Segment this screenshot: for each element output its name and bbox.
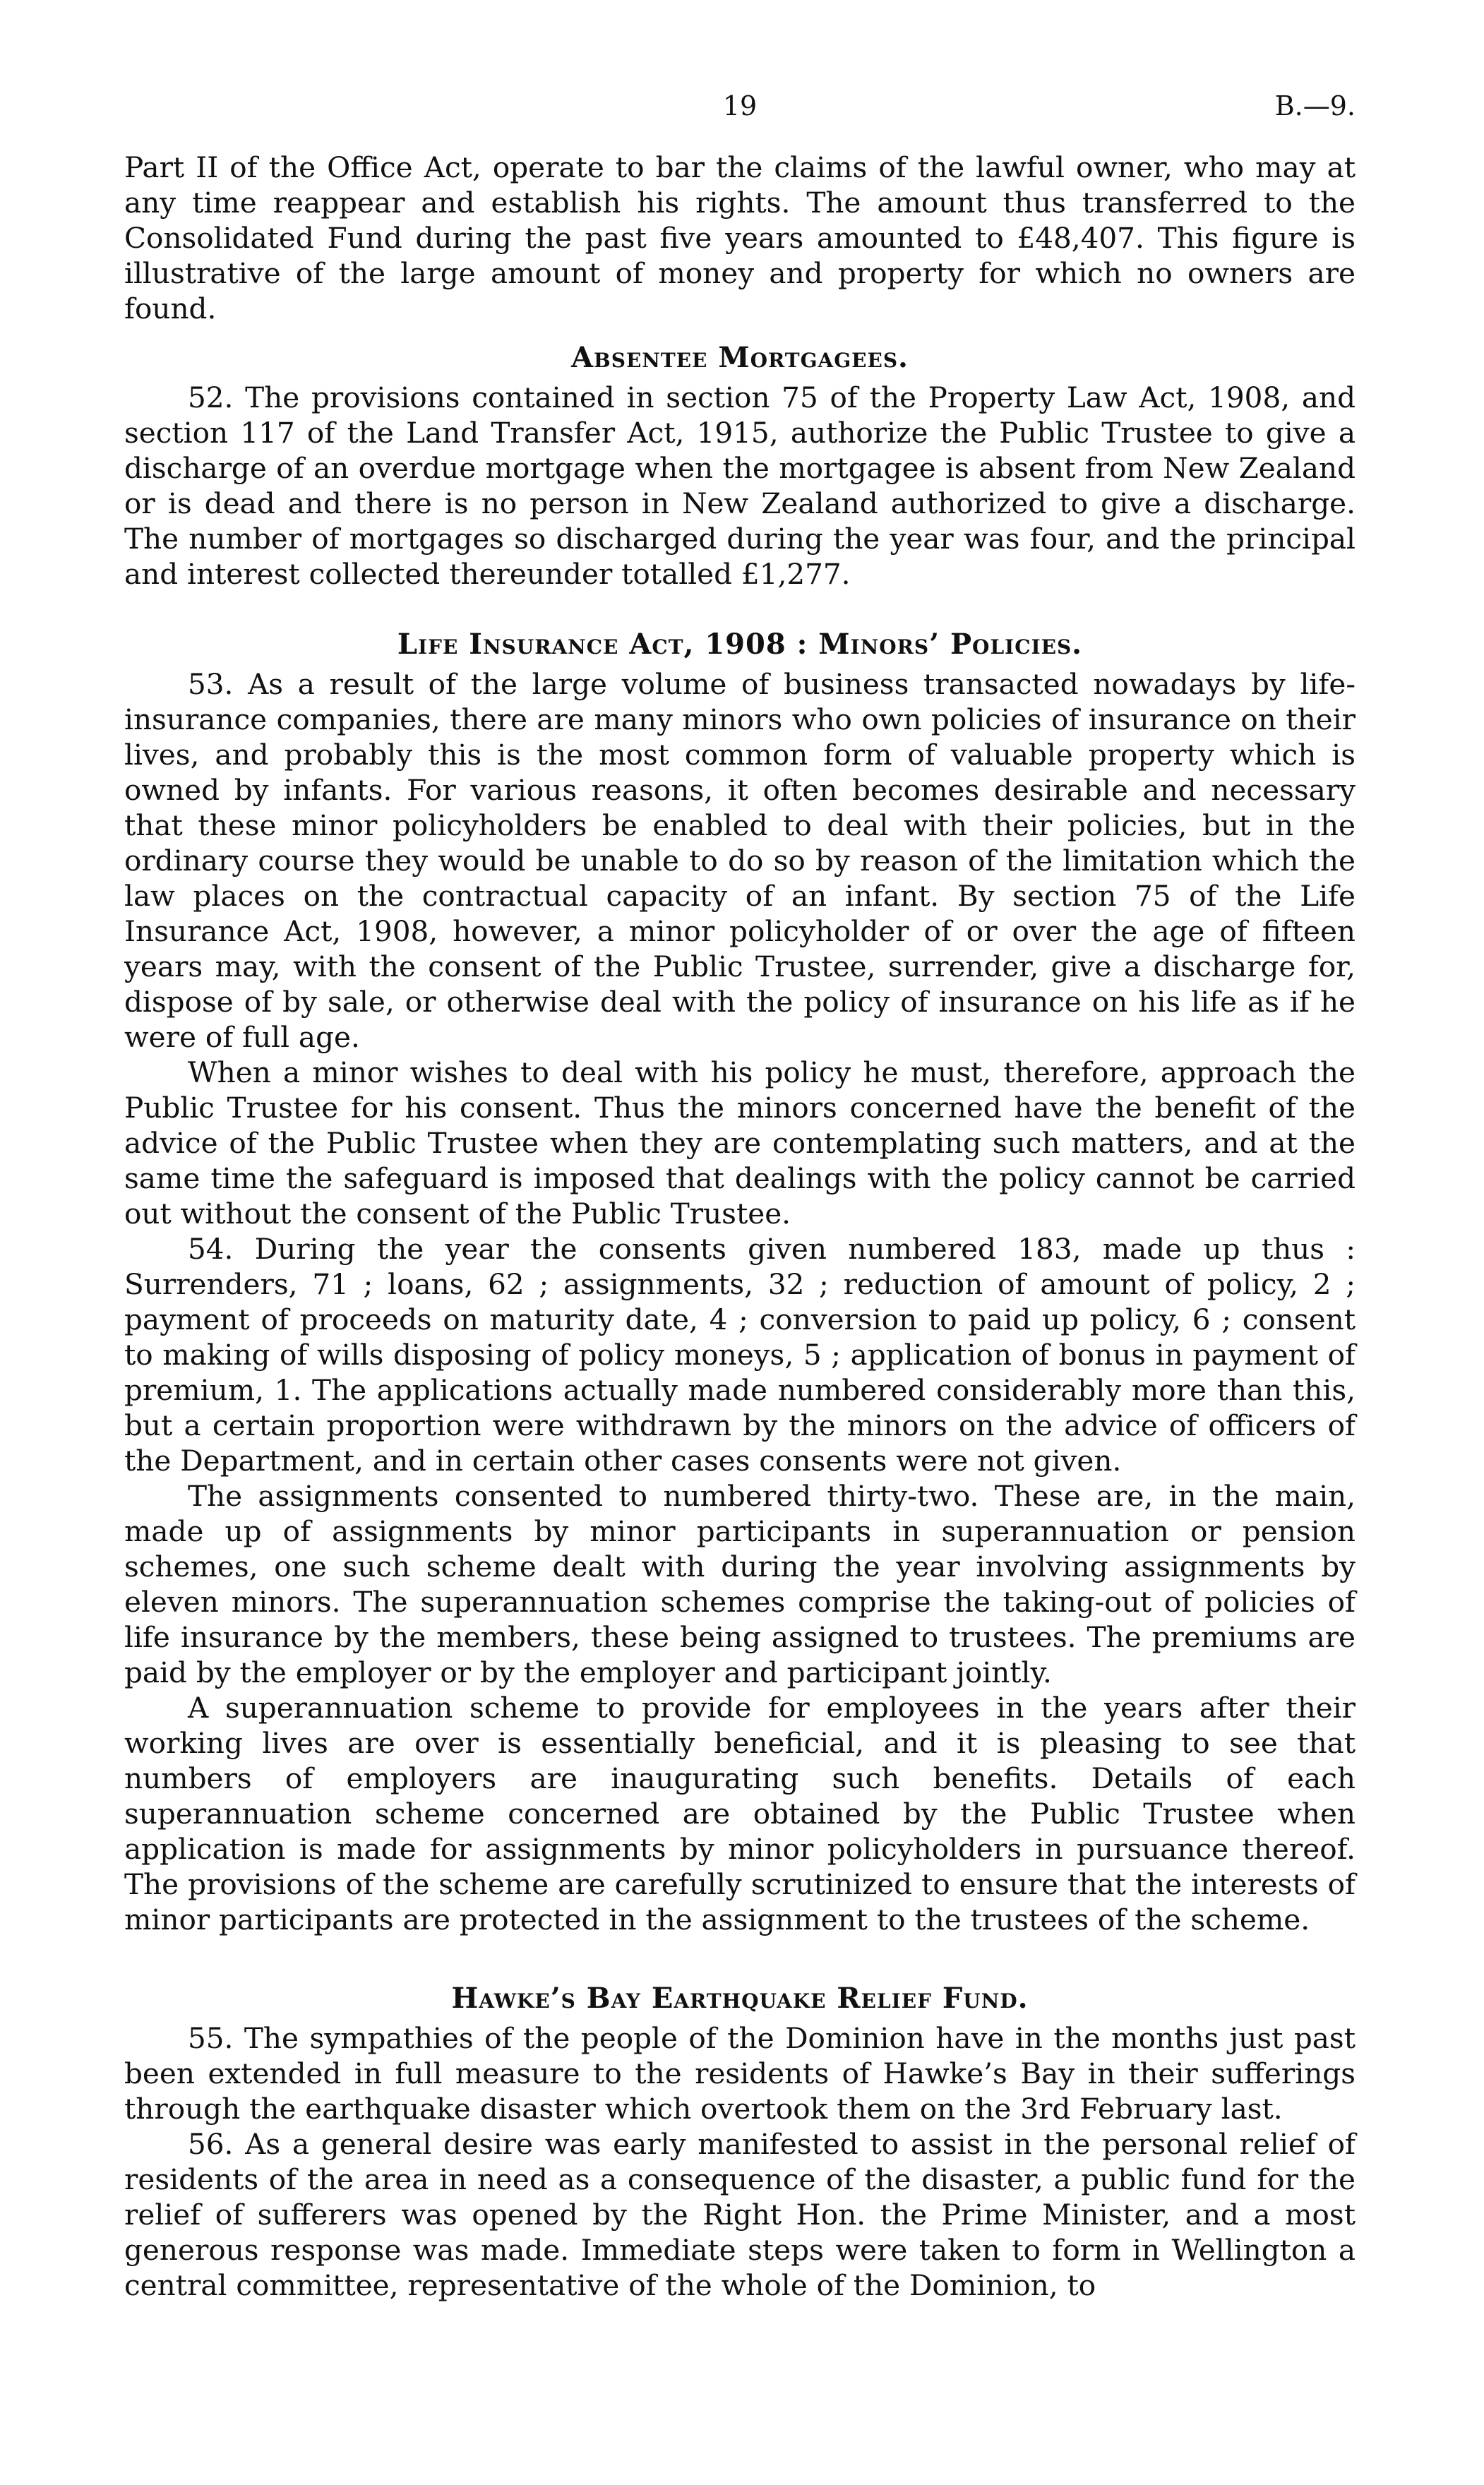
heading-life-insurance-act: Life Insurance Act, 1908 : Minors’ Policies. <box>397 628 1083 661</box>
paragraph-55: 55. The sympathies of the people of the Dominion have in the months just past been extended in full measure to the residents of Hawke’s Bay in their sufferings through the earthquake disaster which overtook them on the 3rd February last. <box>124 2021 1356 2126</box>
paragraph-54-superannuation: A superannuation scheme to provide for employees in the years after their working lives are over is essentially beneficial, and it is pleasing to see that numbers of employers are inaugurating such benefits. Details of each superannuation scheme concerned are obtained by the Public Trustee when application is made for assignments by minor policyholders in pursuance thereof. The provisions of the scheme are carefully scrutinized to ensure that the interests of minor participants are protected in the assignment to the trustees of the scheme. <box>124 1691 1356 1936</box>
paragraph-56: 56. As a general desire was early manifested to assist in the personal relief of residents of the area in need as a consequence of the disaster, a public fund for the relief of sufferers was opened by the Right Hon. the Prime Minister, and a most generous response was made. Immediate steps were taken to form in Wellington a central committee, representative of the whole of the Dominion, to <box>124 2127 1356 2302</box>
heading-hawkes-bay-relief-fund: Hawke’s Bay Earthquake Relief Fund. <box>451 1982 1029 2015</box>
page-number: 19 <box>722 90 758 121</box>
heading-absentee-mortgagees: Absentee Mortgagees. <box>571 341 909 374</box>
document-page <box>124 0 1356 2485</box>
body-text <box>124 150 1356 2303</box>
paragraph-54-assignments: The assignments consented to numbered thirty-two. These are, in the main, made up of assignments by minor participants in superannuation or pension schemes, one such scheme dealt with during the year involving assignments by eleven minors. The superannuation schemes comprise the taking-out of policies of life insurance by the members, these being assigned to trustees. The premiums are paid by the employer or by the employer and participant jointly. <box>124 1479 1356 1689</box>
document-reference: B.—9. <box>1274 90 1356 121</box>
page-header <box>124 90 1356 126</box>
paragraph-53-continued: When a minor wishes to deal with his policy he must, therefore, approach the Public Trustee for his consent. Thus the minors concerned have the benefit of the advice of the Public Trustee when they are contemplating such matters, and at the same time the safeguard is imposed that dealings with the policy cannot be carried out without the consent of the Public Trustee. <box>124 1055 1356 1230</box>
paragraph-54: 54. During the year the consents given numbered 183, made up thus : Surrenders, 71 ; loans, 62 ; assignments, 32 ; reduction of amount of policy, 2 ; payment of proceeds on maturity date, 4 ; conversion to paid up policy, 6 ; consent to making of wills disposing of policy moneys, 5 ; application of bonus in payment of premium, 1. The applications actually made numbered considerably more than this, but a certain proportion were withdrawn by the minors on the advice of officers of the Department, and in certain other cases consents were not given. <box>124 1232 1356 1478</box>
paragraph-52: 52. The provisions contained in section 75 of the Property Law Act, 1908, and section 117 of the Land Transfer Act, 1915, authorize the Public Trustee to give a discharge of an overdue mortgage when the mortgagee is absent from New Zealand or is dead and there is no person in New Zealand authorized to give a discharge. The number of mortgages so discharged during the year was four, and the principal and interest collected thereunder totalled £1,277. <box>124 381 1356 591</box>
paragraph-53: 53. As a result of the large volume of business transacted nowadays by life-insurance companies, there are many minors who own policies of insurance on their lives, and probably this is the most common form of valuable property which is owned by infants. For various reasons, it often becomes desirable and necessary that these minor policyholders be enabled to deal with their policies, but in the ordinary course they would be unable to do so by reason of the limitation which the law places on the contractual capacity of an infant. By section 75 of the Life Insurance Act, 1908, however, a minor policyholder of or over the age of fifteen years may, with the consent of the Public Trustee, surrender, give a discharge for, dispose of by sale, or otherwise deal with the policy of insurance on his life as if he were of full age. <box>124 667 1356 1054</box>
paragraph-continuation: Part II of the Office Act, operate to bar the claims of the lawful owner, who may at any time reappear and establish his rights. The amount thus transferred to the Consolidated Fund during the past five years amounted to £48,407. This figure is illustrative of the large amount of money and property for which no owners are found. <box>124 150 1356 325</box>
